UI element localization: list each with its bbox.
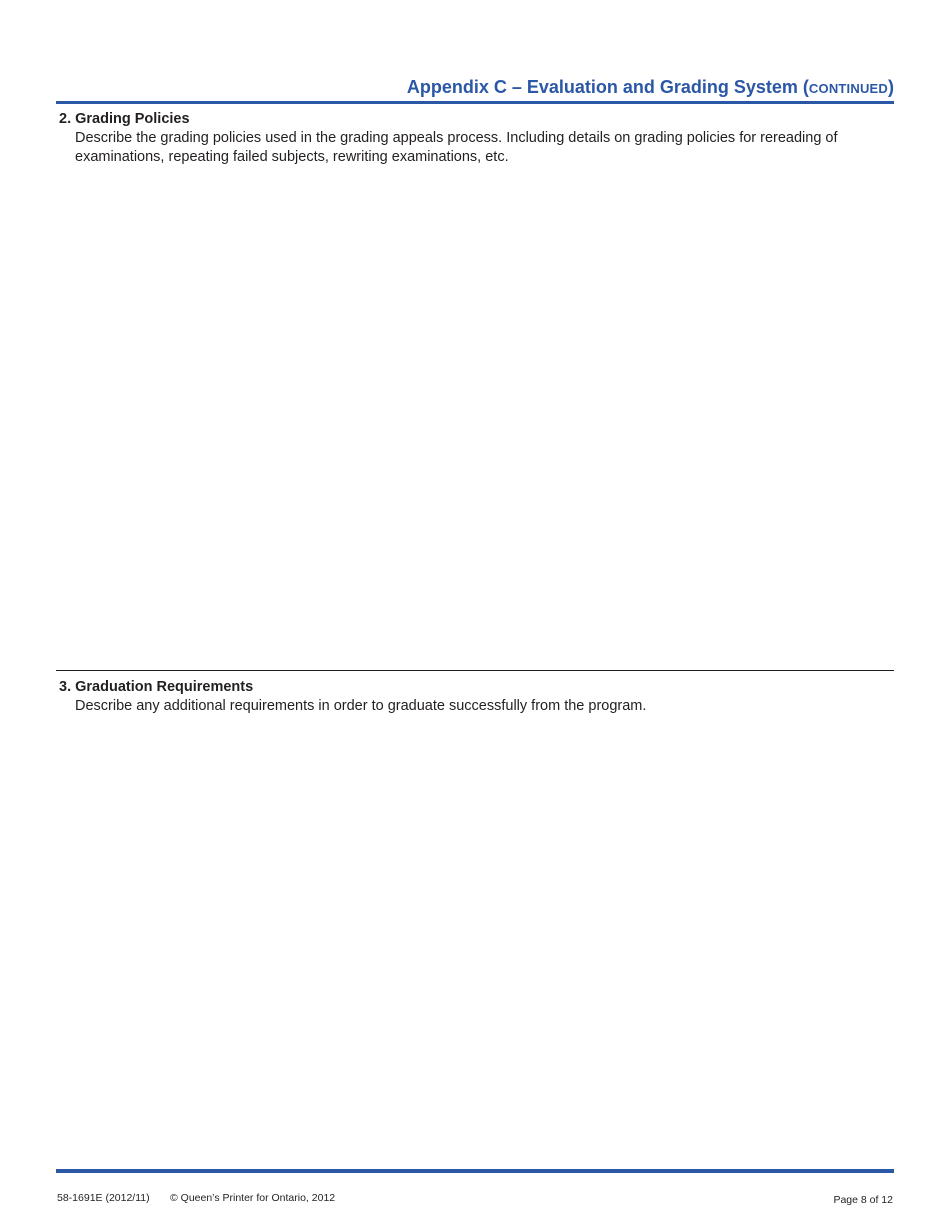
grading-policies-response-field[interactable] xyxy=(75,173,894,663)
header-divider xyxy=(56,101,894,104)
page-title xyxy=(407,76,894,100)
page-number: Page 8 of 12 xyxy=(833,1194,893,1206)
page-title-continued: CONTINUED xyxy=(808,81,888,96)
page-title-main: Appendix C – Evaluation and Grading System ( xyxy=(406,77,809,97)
section-heading: 3. Graduation Requirements xyxy=(59,679,254,695)
copyright-notice: © Queen’s Printer for Ontario, 2012 xyxy=(170,1192,336,1204)
page-title-close: ) xyxy=(888,77,894,97)
section-grading-policies xyxy=(56,110,894,663)
footer-divider xyxy=(56,1169,894,1173)
section-graduation-requirements xyxy=(56,678,894,1162)
section-description: Describe the grading policies used in the grading appeals process. Including details on grading policies for rereading of examinations, repeating failed subjects, rewriting examinations, etc. xyxy=(75,130,838,165)
section-divider xyxy=(56,670,894,671)
section-description: Describe any additional requirements in order to graduate successfully from the program. xyxy=(75,698,647,714)
section-heading: 2. Grading Policies xyxy=(59,111,190,127)
form-code: 58-1691E (2012/11) xyxy=(57,1192,150,1204)
graduation-requirements-response-field[interactable] xyxy=(75,722,894,1162)
